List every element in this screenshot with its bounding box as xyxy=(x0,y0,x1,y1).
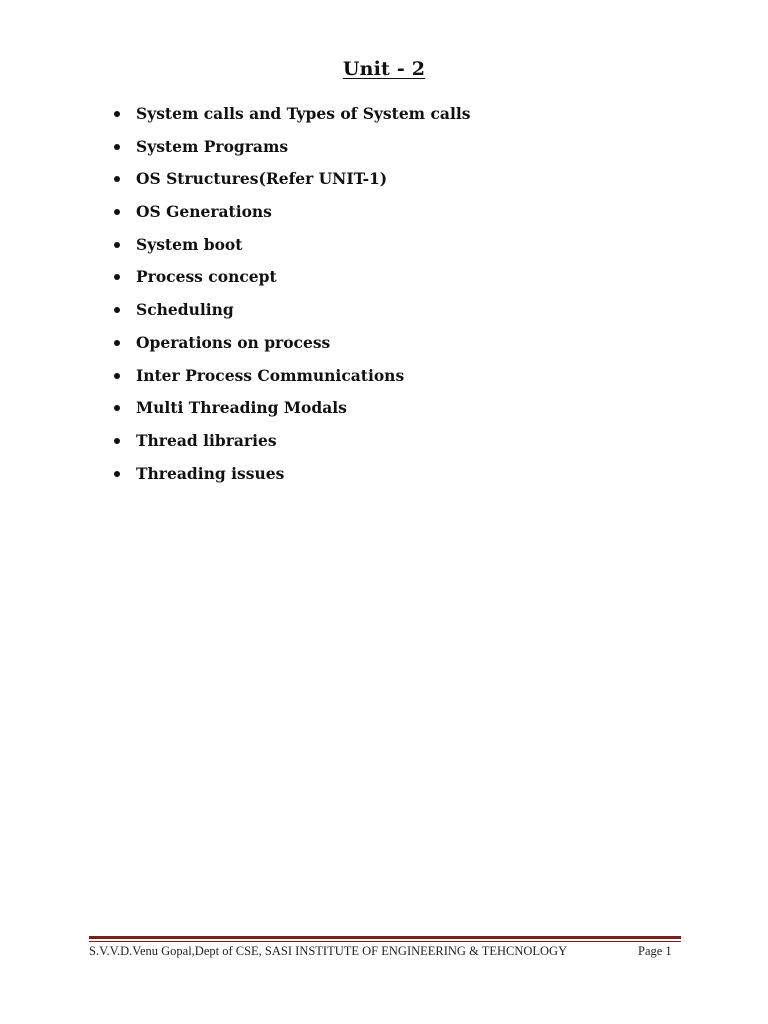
list-item xyxy=(112,364,470,397)
list-item-label: System calls and Types of System calls xyxy=(136,104,471,123)
list-item xyxy=(112,462,470,495)
list-item-label: System Programs xyxy=(136,136,289,156)
list-item-label: Operations on process xyxy=(136,332,331,352)
list-item xyxy=(112,331,470,364)
list-item xyxy=(112,396,470,429)
bullet-icon xyxy=(114,274,120,280)
list-item-label: OS Generations xyxy=(136,202,272,222)
bullet-icon xyxy=(114,307,120,313)
list-item-label: Inter Process Communications xyxy=(136,365,405,385)
bullet-icon xyxy=(114,144,120,150)
list-item xyxy=(112,233,470,266)
topic-list xyxy=(112,102,470,494)
footer-page-number: Page 1 xyxy=(638,944,672,958)
bullet-icon xyxy=(114,373,120,379)
bullet-icon xyxy=(114,438,120,444)
bullet-icon xyxy=(114,471,120,477)
list-item xyxy=(112,200,470,233)
list-item xyxy=(112,102,470,135)
footer-author: S.V.V.D.Venu Gopal,Dept of CSE, SASI INSTITUTE OF ENGINEERING & TEHCNOLOGY xyxy=(89,944,568,958)
footer-rule-thin xyxy=(89,941,681,942)
bullet-icon xyxy=(114,242,120,248)
footer-rule-thick xyxy=(89,936,681,939)
list-item xyxy=(112,298,470,331)
list-item xyxy=(112,429,470,462)
list-item-label: Multi Threading Modals xyxy=(136,398,347,418)
list-item xyxy=(112,135,470,168)
list-item-label: Thread libraries xyxy=(136,430,277,450)
bullet-icon xyxy=(114,405,120,411)
list-item-label: Scheduling xyxy=(136,300,234,320)
list-item-label: OS Structures(Refer UNIT-1) xyxy=(136,169,388,189)
list-item xyxy=(112,265,470,298)
bullet-icon xyxy=(114,209,120,215)
list-item-label: System boot xyxy=(136,234,243,254)
list-item-label: Threading issues xyxy=(136,463,285,483)
page-title: Unit - 2 xyxy=(342,58,426,80)
bullet-icon xyxy=(114,340,120,346)
list-item xyxy=(112,167,470,200)
bullet-icon xyxy=(114,176,120,182)
list-item-label: Process concept xyxy=(136,267,277,287)
bullet-icon xyxy=(114,111,120,117)
